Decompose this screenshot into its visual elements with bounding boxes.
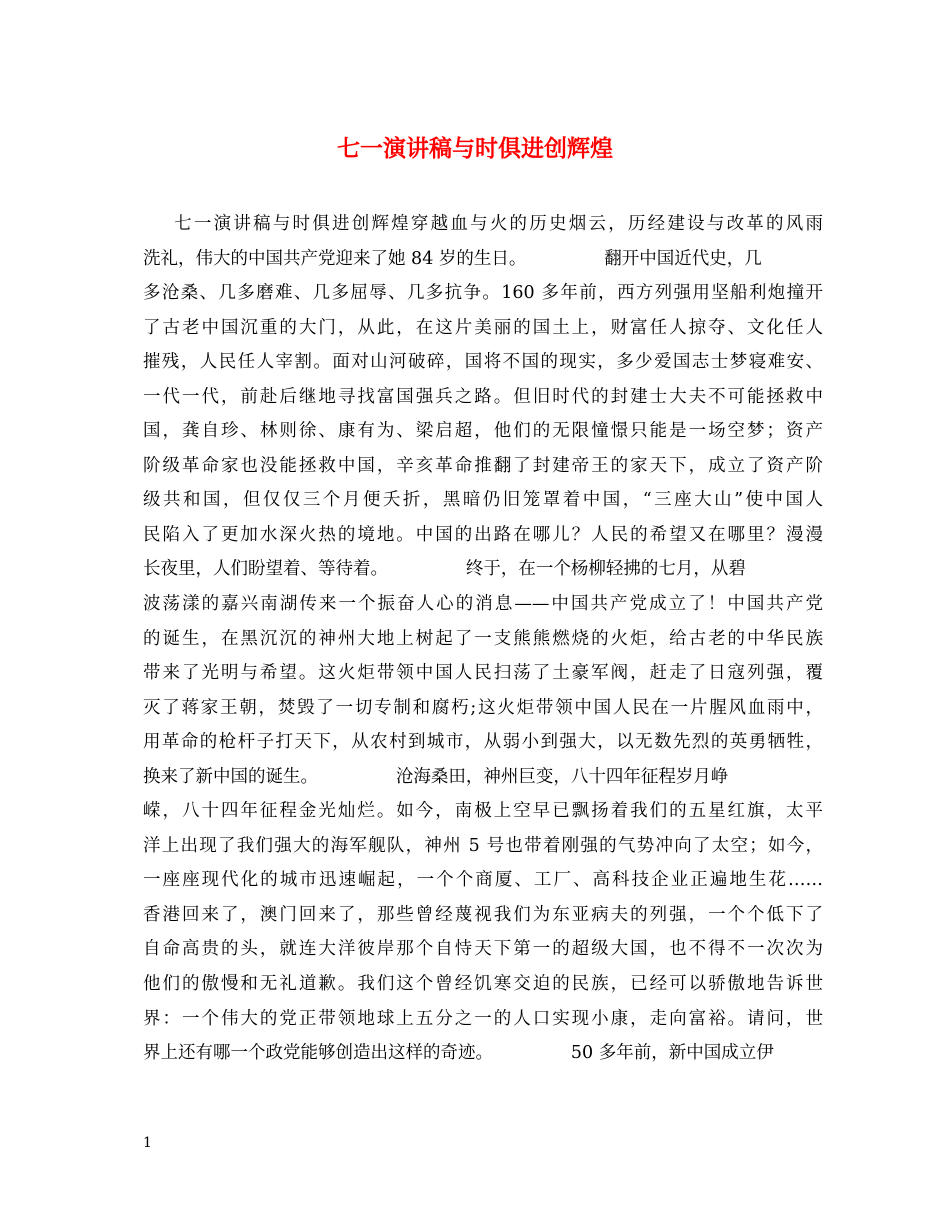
body-line: 界：一个伟大的党正带领地球上五分之一的人口实现小康，走向富裕。请问，世 — [143, 1008, 823, 1029]
body-line: 了古老中国沉重的大门，从此，在这片美丽的国土上，财富任人掠夺、文化任人 — [143, 317, 823, 338]
body-line: 换来了新中国的诞生。 沧海桑田，神州巨变，八十四年征程岁月峥 — [143, 766, 729, 787]
body-line: 香港回来了，澳门回来了，那些曾经蔑视我们为东亚病夫的列强，一个个低下了 — [143, 904, 823, 925]
body-line: 阶级革命家也没能拯救中国，辛亥革命推翻了封建帝王的家天下，成立了资产阶 — [143, 455, 823, 476]
body-line: 用革命的枪杆子打天下，从农村到城市，从弱小到强大，以无数先烈的英勇牺牲， — [143, 732, 823, 753]
body-line: 多沧桑、几多磨难、几多屈辱、几多抗争。160 多年前，西方列强用坚船利炮撞开 — [143, 283, 823, 304]
body-line: 洗礼，伟大的中国共产党迎来了她 84 岁的生日。 翻开中国近代史，几 — [143, 248, 762, 269]
body-line: 灭了蒋家王朝，焚毁了一切专制和腐朽;这火炬带领中国人民在一片腥风血雨中， — [143, 697, 823, 718]
body-line: 界上还有哪一个政党能够创造出这样的奇迹。 50 多年前，新中国成立伊 — [143, 1043, 774, 1064]
body-line: 波荡漾的嘉兴南湖传来一个振奋人心的消息——中国共产党成立了！中国共产党 — [143, 594, 823, 615]
body-line: 嵘，八十四年征程金光灿烂。如今，南极上空早已飘扬着我们的五星红旗，太平 — [143, 801, 823, 822]
page-number: 1 — [143, 1135, 152, 1151]
body-line: 级共和国，但仅仅三个月便夭折，黑暗仍旧笼罩着中国，“三座大山”使中国人 — [143, 490, 823, 511]
body-line: 摧残，人民任人宰割。面对山河破碎，国将不国的现实，多少爱国志士梦寝难安、 — [143, 352, 823, 373]
document-body — [143, 207, 823, 1071]
body-line: 七一演讲稿与时俱进创辉煌穿越血与火的历史烟云，历经建设与改革的风雨 — [143, 214, 823, 234]
document-title: 七一演讲稿与时俱进创辉煌 — [337, 135, 613, 162]
body-line: 一代一代，前赴后继地寻找富国强兵之路。但旧时代的封建士大夫不可能拯救中 — [143, 386, 823, 407]
body-line: 民陷入了更加水深火热的境地。中国的出路在哪儿？人民的希望又在哪里？漫漫 — [143, 524, 823, 545]
body-line: 一座座现代化的城市迅速崛起，一个个商厦、工厂、高科技企业正遍地生花…… — [143, 870, 823, 891]
body-line: 的诞生，在黑沉沉的神州大地上树起了一支熊熊燃烧的火炬，给古老的中华民族 — [143, 628, 823, 649]
body-line: 长夜里，人们盼望着、等待着。 终于，在一个杨柳轻拂的七月，从碧 — [143, 559, 746, 580]
body-line: 带来了光明与希望。这火炬带领中国人民扫荡了土豪军阀，赶走了日寇列强，覆 — [143, 663, 823, 684]
body-line: 国，龚自珍、林则徐、康有为、梁启超，他们的无限憧憬只能是一场空梦；资产 — [143, 421, 823, 442]
body-line: 他们的傲慢和无礼道歉。我们这个曾经饥寒交迫的民族，已经可以骄傲地告诉世 — [143, 974, 823, 995]
body-line: 自命高贵的头，就连大洋彼岸那个自恃天下第一的超级大国，也不得不一次次为 — [143, 939, 823, 960]
body-line: 洋上出现了我们强大的海军舰队，神州 5 号也带着刚强的气势冲向了太空；如今， — [143, 835, 823, 856]
